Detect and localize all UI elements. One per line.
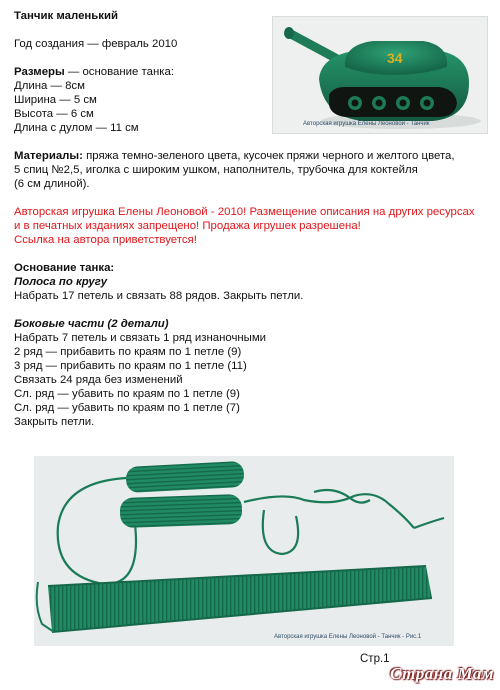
size-length: Длина — 8см bbox=[14, 80, 85, 92]
tank-photo-caption: Авторская игрушка Елены Леоновой - Танчик bbox=[303, 121, 430, 127]
size-height: Высота — 6 см bbox=[14, 108, 94, 120]
size-length-with-barrel: Длина с дулом — 11 см bbox=[14, 122, 139, 134]
sides-step-5: Сл. ряд — убавить по краям по 1 петле (9) bbox=[14, 388, 240, 400]
site-watermark: Страна Мам bbox=[389, 664, 494, 683]
sides-step-4: Связать 24 ряда без изменений bbox=[14, 374, 183, 386]
sides-step-2: 2 ряд — прибавить по краям по 1 петле (9) bbox=[14, 346, 242, 358]
base-heading: Основание танка: bbox=[14, 262, 115, 274]
sides-step-7: Закрыть петли. bbox=[14, 416, 95, 428]
materials-line-3: (6 см длиной). bbox=[14, 178, 90, 190]
sides-step-1: Набрать 7 петель и связать 1 ряд изнаночными bbox=[14, 332, 267, 344]
sides-step-3: 3 ряд — прибавить по краям по 1 петле (11) bbox=[14, 360, 247, 372]
notice-line-3: Ссылка на автора приветствуется! bbox=[14, 234, 197, 246]
knitted-parts-illustration bbox=[34, 456, 454, 646]
tank-number: 34 bbox=[387, 50, 403, 66]
strip-heading: Полоса по кругу bbox=[14, 276, 108, 288]
parts-photo-caption: Авторская игрушка Елены Леоновой - Танчик - Рис.1 bbox=[274, 634, 422, 640]
sizes-heading-rest: — основание танка: bbox=[64, 66, 174, 78]
sizes-heading-label: Размеры bbox=[14, 66, 65, 78]
notice-line-2: и в печатных изданиях запрещено! Продажа игрушек разрешена! bbox=[14, 220, 361, 232]
page-number: Стр.1 bbox=[360, 653, 390, 665]
sides-step-6: Сл. ряд — убавить по краям по 1 петле (7) bbox=[14, 402, 240, 414]
sides-heading: Боковые части (2 детали) bbox=[14, 318, 169, 330]
materials-line-1 bbox=[14, 150, 455, 163]
materials-line-2: 5 спиц №2,5, иголка с широким ушком, наполнитель, трубочка для коктейля bbox=[14, 164, 418, 176]
strip-instructions: Набрать 17 петель и связать 88 рядов. Закрыть петли. bbox=[14, 290, 304, 302]
notice-line-1: Авторская игрушка Елены Леоновой - 2010! Размещение описания на других ресурсах bbox=[14, 206, 475, 218]
page-title: Танчик маленький bbox=[14, 10, 118, 22]
parts-photo bbox=[34, 456, 454, 646]
tank-photo bbox=[272, 16, 488, 134]
sizes-heading bbox=[14, 66, 174, 79]
tank-illustration bbox=[273, 17, 487, 133]
materials-text-1: пряжа темно-зеленого цвета, кусочек пряжи черного и желтого цвета, bbox=[82, 150, 455, 162]
creation-year: Год создания — февраль 2010 bbox=[14, 38, 178, 50]
size-width: Ширина — 5 см bbox=[14, 94, 97, 106]
materials-label: Материалы: bbox=[14, 150, 83, 162]
